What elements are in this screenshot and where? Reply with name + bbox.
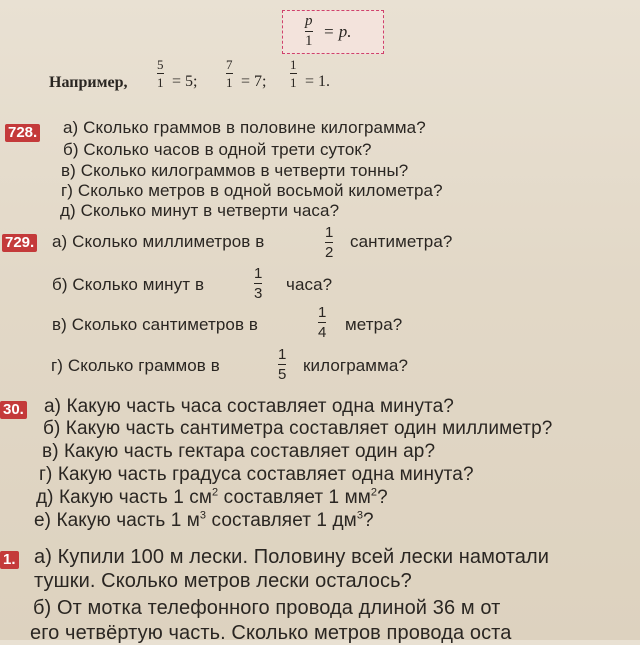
problem-729-c-post: метра?: [345, 315, 403, 334]
problem-730-f-part3: ?: [363, 510, 374, 531]
problem-728-a: а) Сколько граммов в половине килограмма?: [63, 118, 426, 137]
example-rhs-1: = 5;: [172, 73, 198, 90]
problem-729-a-text: а) Сколько миллиметров в: [52, 232, 265, 251]
example-rhs-2: = 7;: [241, 73, 267, 90]
example-fraction-1: [157, 58, 164, 89]
problem-731-line-1: а) Купили 100 м лески. Половину всей лески намотали: [34, 546, 550, 568]
problem-729-a-num: 1: [325, 224, 334, 241]
problem-730-e-part1: д) Какую часть 1 см: [36, 487, 213, 508]
example-den-2: 1: [226, 75, 233, 90]
problem-729-b-post: часа?: [286, 275, 333, 294]
problem-729-d-post: килограмма?: [303, 356, 408, 375]
example-den-3: 1: [290, 75, 297, 90]
problem-730-f-sup2: 3: [356, 509, 364, 522]
formula-rhs: = p.: [323, 22, 352, 41]
problem-730-e-part3: ?: [377, 487, 388, 508]
problem-730-d: г) Какую часть градуса составляет одна минута?: [39, 464, 474, 485]
example-den-1: 1: [157, 75, 164, 90]
formula-fraction: [305, 14, 313, 49]
problem-730-f: [34, 510, 374, 532]
problem-729-b-den: 3: [254, 285, 263, 302]
problem-730-e-sup1: 2: [212, 486, 219, 499]
example-rhs-3: = 1.: [305, 73, 331, 90]
problem-729-number: 729.: [2, 234, 37, 252]
problem-729-c-fraction: [318, 305, 326, 340]
example-num-3: 1: [290, 57, 297, 72]
example-fraction-3: [290, 58, 297, 89]
problem-731-number: 1.: [0, 551, 19, 569]
problem-729-d-fraction: [278, 347, 286, 382]
example-label: Например,: [49, 74, 128, 91]
problem-729-c-den: 4: [318, 324, 327, 341]
problem-728-number: 728.: [5, 124, 40, 142]
problem-730-f-part1: е) Какую часть 1 м: [34, 510, 200, 531]
problem-730-f-sup1: 3: [199, 509, 207, 522]
problem-730-a: а) Какую часть часа составляет одна минута?: [44, 396, 454, 417]
problem-729-c-text: в) Сколько сантиметров в: [52, 315, 259, 334]
problem-730-c: в) Какую часть гектара составляет один ар?: [42, 441, 436, 462]
problem-728-d: г) Сколько метров в одной восьмой километра?: [61, 181, 443, 200]
problem-729-d-num: 1: [278, 346, 287, 363]
formula-numerator: p: [305, 13, 313, 29]
problem-730-e-part2: составляет 1 мм: [218, 487, 371, 508]
example-num-2: 7: [226, 57, 233, 72]
problem-728-e: д) Сколько минут в четверти часа?: [60, 201, 340, 220]
formula-denominator: 1: [305, 33, 313, 49]
formula-box: [282, 10, 384, 54]
problem-730-e-sup2: 2: [370, 486, 378, 499]
problem-729-c-num: 1: [318, 304, 327, 321]
problem-729-a-den: 2: [325, 244, 334, 261]
problem-729-a-fraction: [325, 225, 333, 260]
problem-730-f-part2: составляет 1 дм: [206, 510, 357, 531]
problem-728-c: в) Сколько килограммов в четверти тонны?: [61, 161, 409, 180]
problem-729-b-fraction: [254, 266, 262, 301]
example-fraction-2: [226, 58, 233, 89]
problem-731-line-2: тушки. Сколько метров лески осталось?: [34, 570, 412, 592]
problem-731-line-4: его четвёртую часть. Сколько метров провода оста: [30, 622, 512, 644]
problem-729-a-post: сантиметра?: [350, 232, 453, 251]
example-num-1: 5: [157, 57, 164, 72]
problem-728-b: б) Сколько часов в одной трети суток?: [63, 140, 372, 159]
problem-729-b-num: 1: [254, 265, 263, 282]
problem-730-e: [36, 487, 388, 509]
problem-731-line-3: б) От мотка телефонного провода длиной 36 м от: [33, 597, 501, 619]
problem-729-b-text: б) Сколько минут в: [52, 275, 205, 294]
cut-top-text: [60, 0, 130, 4]
problem-730-number: 30.: [0, 401, 27, 419]
problem-730-b: б) Какую часть сантиметра составляет один миллиметр?: [43, 418, 553, 439]
problem-729-d-text: г) Сколько граммов в: [51, 356, 220, 375]
problem-729-d-den: 5: [278, 366, 287, 383]
